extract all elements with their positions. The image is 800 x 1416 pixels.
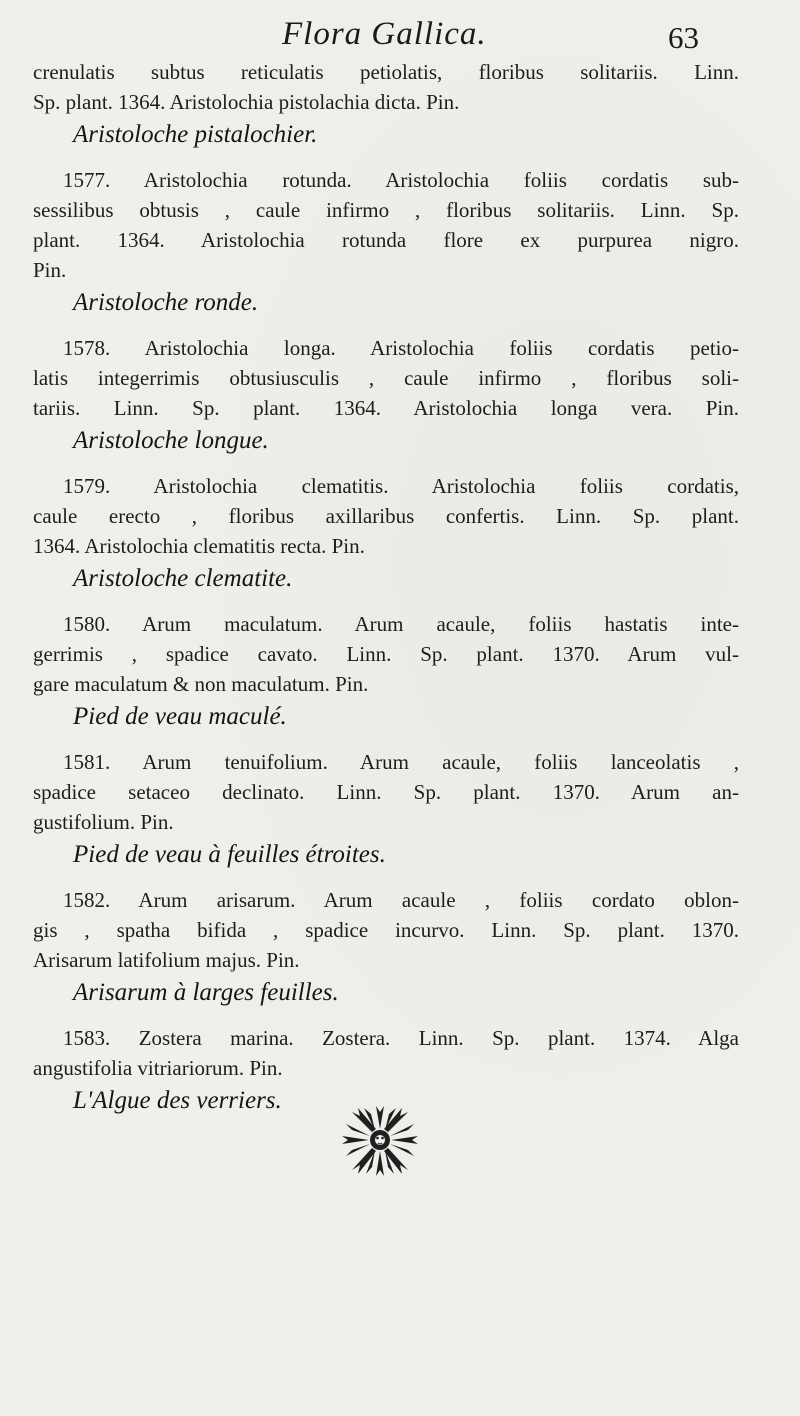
french-common-name: Arisarum à larges feuilles. [73,979,339,1006]
text-line: gare maculatum & non maculatum. Pin. [33,672,369,696]
text-line: Sp. plant. 1364. Aristolochia pistolachia dicta. Pin. [33,90,460,114]
body-text [33,57,739,1119]
text-line: 1583. Zostera marina. Zostera. Linn. Sp. plant. 1374. Alga [63,1026,739,1050]
text-line: 1579. Aristolochia clematitis. Aristolochia foliis cordatis, [63,474,739,498]
french-common-name: Pied de veau maculé. [73,703,287,730]
entry-1580 [33,609,739,735]
text-line: Pin. [33,258,67,282]
text-line: Arisarum latifolium majus. Pin. [33,948,300,972]
text-line: spadice setaceo declinato. Linn. Sp. plant. 1370. Arum an- [33,780,739,804]
text-line: gis , spatha bifida , spadice incurvo. Linn. Sp. plant. 1370. [33,918,739,942]
running-title: Flora Gallica. [282,16,487,52]
entry-1577 [33,165,739,321]
entry-1582 [33,885,739,1011]
page-header [0,10,800,60]
entry-1579 [33,471,739,597]
french-common-name: Aristoloche clematite. [73,565,293,592]
text-line: sessilibus obtusis , caule infirmo , floribus solitariis. Linn. Sp. [33,198,739,222]
french-common-name: Aristoloche pistalochier. [73,121,318,148]
page-number: 63 [668,20,699,55]
french-common-name: Pied de veau à feuilles étroites. [73,841,386,868]
text-line: crenulatis subtus reticulatis petiolatis, floribus solitariis. Linn. [33,60,739,84]
text-line: tariis. Linn. Sp. plant. 1364. Aristolochia longa vera. Pin. [33,396,739,420]
entry-continuation [33,57,739,153]
text-line: 1582. Arum arisarum. Arum acaule , foliis cordato oblon- [63,888,739,912]
text-line: 1364. Aristolochia clematitis recta. Pin. [33,534,365,558]
entry-1578 [33,333,739,459]
text-line: latis integerrimis obtusiusculis , caule infirmo , floribus soli- [33,366,739,390]
text-line: plant. 1364. Aristolochia rotunda flore ex purpurea nigro. [33,228,739,252]
french-common-name: Aristoloche ronde. [73,289,259,316]
text-line: 1578. Aristolochia longa. Aristolochia foliis cordatis petio- [63,336,739,360]
french-common-name: Aristoloche longue. [73,427,269,454]
french-common-name: L'Algue des verriers. [73,1087,282,1114]
text-line: 1581. Arum tenuifolium. Arum acaule, foliis lanceolatis , [63,750,739,774]
text-line: angustifolia vitriariorum. Pin. [33,1056,283,1080]
text-line: gustifolium. Pin. [33,810,174,834]
text-line: caule erecto , floribus axillaribus confertis. Linn. Sp. plant. [33,504,739,528]
fleuron-ornament-icon [338,1102,422,1180]
text-line: 1580. Arum maculatum. Arum acaule, foliis hastatis inte- [63,612,739,636]
text-line: 1577. Aristolochia rotunda. Aristolochia foliis cordatis sub- [63,168,739,192]
text-line: gerrimis , spadice cavato. Linn. Sp. plant. 1370. Arum vul- [33,642,739,666]
entry-1581 [33,747,739,873]
